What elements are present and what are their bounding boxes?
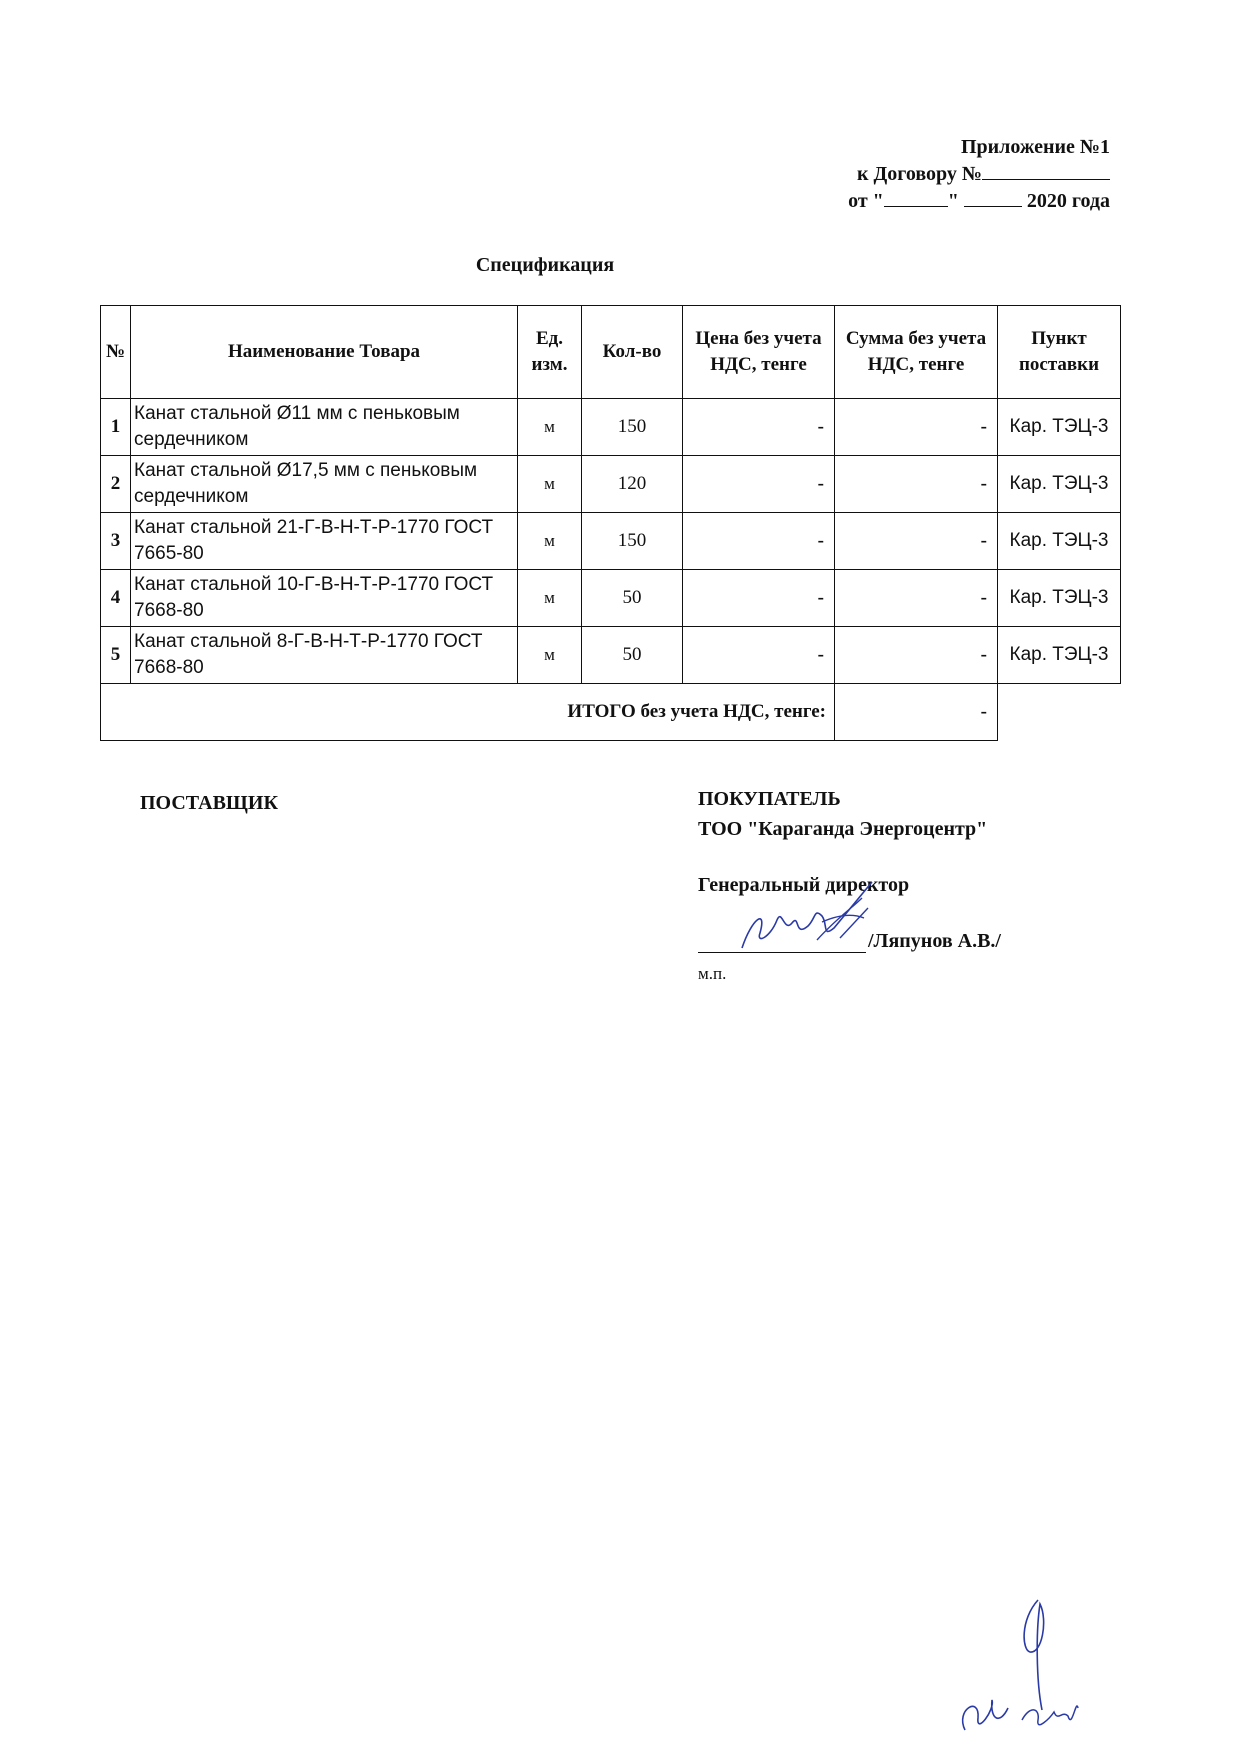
unit: м (518, 399, 582, 456)
unit: м (518, 570, 582, 627)
delivery-point: Кар. ТЭЦ-3 (998, 627, 1121, 684)
price: - (683, 570, 835, 627)
delivery-point: Кар. ТЭЦ-3 (998, 570, 1121, 627)
row-number: 2 (101, 456, 131, 513)
buyer-company: ТОО "Караганда Энергоцентр" (698, 818, 988, 840)
row-number: 1 (101, 399, 131, 456)
table-header-row (101, 306, 1121, 399)
sum: - (835, 513, 998, 570)
price: - (683, 627, 835, 684)
product-name: Канат стальной 8-Г-В-Н-Т-Р-1770 ГОСТ 7668-80 (131, 627, 518, 684)
margin-initials (950, 1590, 1090, 1740)
buyer-label: ПОКУПАТЕЛЬ (698, 788, 841, 810)
delivery-point: Кар. ТЭЦ-3 (998, 399, 1121, 456)
col-header-sum: Сумма без учета НДС, тенге (835, 306, 998, 399)
table-row (101, 399, 1121, 456)
contract-date: от " " 2020 года (848, 190, 1110, 212)
quantity: 150 (582, 399, 683, 456)
unit: м (518, 627, 582, 684)
signatory-name: /Ляпунов А.В./ (868, 930, 1001, 952)
appendix-header (848, 134, 1110, 215)
quantity: 120 (582, 456, 683, 513)
row-number: 3 (101, 513, 131, 570)
delivery-point: Кар. ТЭЦ-3 (998, 513, 1121, 570)
table-row (101, 570, 1121, 627)
buyer-block (698, 784, 987, 844)
unit: м (518, 456, 582, 513)
contract-reference: к Договору № (848, 161, 1110, 188)
product-name: Канат стальной Ø17,5 мм с пеньковым сердечником (131, 456, 518, 513)
row-number: 4 (101, 570, 131, 627)
col-header-delivery-point: Пункт поставки (998, 306, 1121, 399)
delivery-point: Кар. ТЭЦ-3 (998, 456, 1121, 513)
quantity: 50 (582, 570, 683, 627)
col-header-unit: Ед. изм. (518, 306, 582, 399)
date-day-blank (884, 206, 948, 207)
quantity: 150 (582, 513, 683, 570)
sum: - (835, 399, 998, 456)
quantity: 50 (582, 627, 683, 684)
director-signature (722, 878, 912, 958)
buyer-position: Генеральный директор (698, 874, 910, 896)
row-number: 5 (101, 627, 131, 684)
document-title: Спецификация (475, 254, 615, 276)
stamp-place: м.п. (698, 964, 727, 983)
date-month-blank (964, 206, 1022, 207)
appendix-number: Приложение №1 (960, 136, 1110, 158)
price: - (683, 513, 835, 570)
table-row (101, 513, 1121, 570)
price: - (683, 456, 835, 513)
sum: - (835, 570, 998, 627)
col-header-name: Наименование Товара (131, 306, 518, 399)
total-value: - (835, 684, 998, 741)
product-name: Канат стальной 21-Г-В-Н-Т-Р-1770 ГОСТ 7665-80 (131, 513, 518, 570)
empty-cell (998, 684, 1121, 741)
table-row (101, 456, 1121, 513)
total-row (101, 684, 1121, 741)
sum: - (835, 627, 998, 684)
col-header-price: Цена без учета НДС, тенге (683, 306, 835, 399)
supplier-label: ПОСТАВЩИК (140, 792, 278, 814)
total-label: ИТОГО без учета НДС, тенге: (101, 684, 835, 741)
sum: - (835, 456, 998, 513)
price: - (683, 399, 835, 456)
product-name: Канат стальной 10-Г-В-Н-Т-Р-1770 ГОСТ 7668-80 (131, 570, 518, 627)
specification-table (100, 305, 1121, 741)
col-header-qty: Кол-во (582, 306, 683, 399)
table-row (101, 627, 1121, 684)
unit: м (518, 513, 582, 570)
product-name: Канат стальной Ø11 мм с пеньковым сердечником (131, 399, 518, 456)
contract-number-blank (982, 179, 1110, 180)
col-header-number: № (101, 306, 131, 399)
